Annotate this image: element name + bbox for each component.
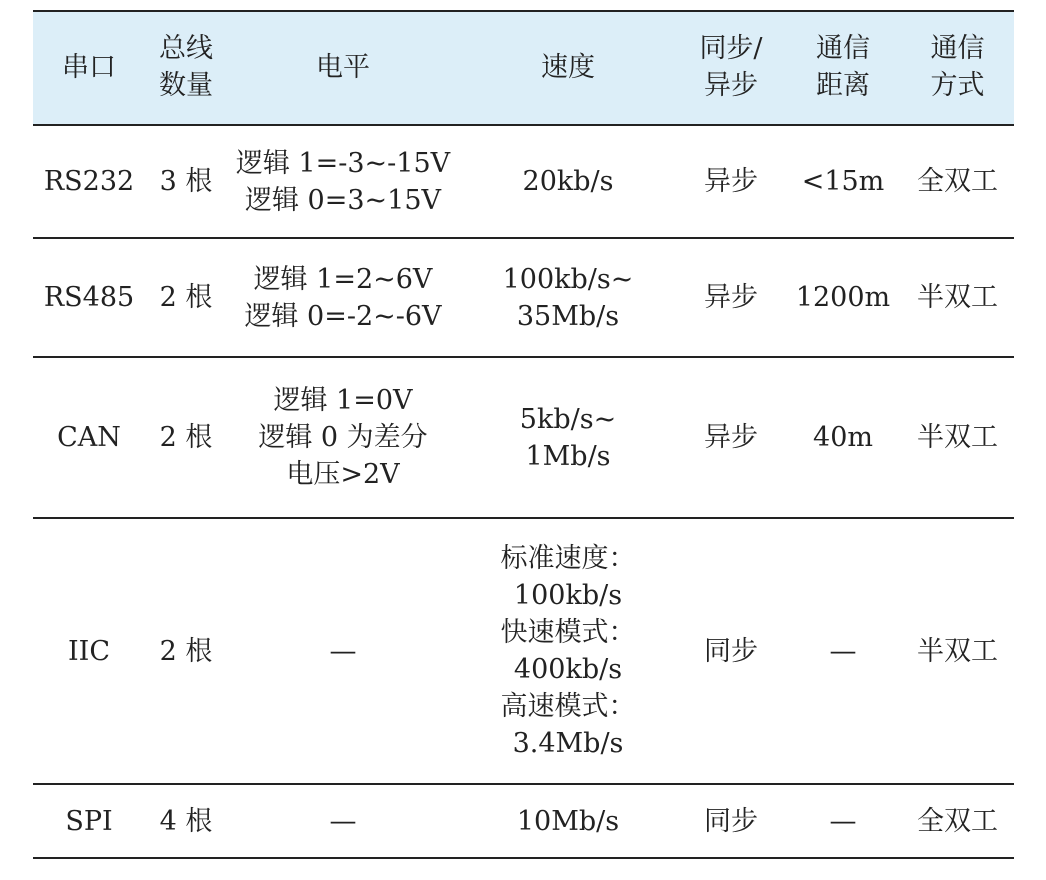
table-top-rule — [33, 10, 1014, 12]
cell-line: RS232 — [43, 166, 135, 197]
cell-speed — [459, 125, 677, 238]
cell-line: 40m — [813, 422, 873, 453]
cell-sync — [677, 238, 785, 357]
cell-port — [33, 784, 145, 858]
header-level — [227, 10, 459, 125]
cell-line: 半双工 — [917, 282, 998, 313]
cell-sync — [677, 518, 785, 784]
cell-line: 2 根 — [159, 422, 213, 453]
cell-level — [227, 238, 459, 357]
cell-line: — — [329, 635, 357, 667]
cell-line: 逻辑 1=0V — [273, 385, 413, 416]
table-row-rs232 — [33, 125, 1014, 238]
cell-line: 异步 — [704, 422, 758, 453]
cell-line: SPI — [65, 805, 113, 837]
header-row — [33, 10, 1014, 125]
cell-line: 逻辑 1=2~6V — [253, 263, 433, 295]
header-line: 串口 — [62, 51, 116, 83]
cell-line: 半双工 — [917, 422, 998, 453]
cell-line: 5kb/s~ — [519, 403, 617, 435]
header-line: 异步 — [704, 70, 758, 101]
table-row-spi — [33, 784, 1014, 858]
cell-mode — [901, 125, 1014, 238]
header-mode — [901, 10, 1014, 125]
cell-port — [33, 125, 145, 238]
cell-line: 异步 — [704, 282, 758, 313]
cell-distance — [785, 518, 901, 784]
cell-speed — [459, 238, 677, 357]
cell-line: 2 根 — [159, 635, 213, 667]
table-row-can — [33, 357, 1014, 518]
table-row-iic — [33, 518, 1014, 784]
header-line: 总线 — [159, 33, 213, 64]
comparison-table-wrapper — [33, 10, 1014, 859]
cell-port — [33, 518, 145, 784]
cell-line: 全双工 — [917, 805, 998, 837]
cell-bus-count — [145, 784, 227, 858]
cell-line: 2 根 — [159, 282, 213, 313]
cell-line: 35Mb/s — [516, 300, 620, 332]
cell-distance — [785, 784, 901, 858]
cell-level — [227, 357, 459, 518]
cell-speed — [459, 784, 677, 858]
cell-bus-count — [145, 357, 227, 518]
cell-line: 4 根 — [159, 805, 213, 837]
cell-line: 全双工 — [917, 166, 998, 197]
cell-distance — [785, 125, 901, 238]
serial-interface-comparison-table — [33, 10, 1014, 859]
cell-speed — [459, 518, 677, 784]
cell-line: 1200m — [795, 282, 891, 313]
cell-line: 逻辑 0=-2~-6V — [244, 300, 442, 332]
cell-sync — [677, 357, 785, 518]
cell-line: 100kb/s — [513, 580, 623, 611]
cell-line: 标准速度： — [500, 543, 636, 574]
cell-speed — [459, 357, 677, 518]
cell-line: 同步 — [704, 805, 758, 837]
cell-line: CAN — [57, 422, 121, 453]
header-line: 速度 — [541, 51, 595, 83]
cell-line: 同步 — [704, 635, 758, 667]
table-row-rs485 — [33, 238, 1014, 357]
cell-sync — [677, 125, 785, 238]
cell-bus-count — [145, 518, 227, 784]
cell-line: 3.4Mb/s — [512, 728, 624, 759]
cell-mode — [901, 238, 1014, 357]
cell-line: 逻辑 1=-3~-15V — [235, 147, 451, 179]
cell-mode — [901, 784, 1014, 858]
header-line: 方式 — [930, 70, 985, 101]
cell-line: 半双工 — [917, 635, 998, 667]
header-line: 距离 — [816, 70, 870, 101]
header-port — [33, 10, 145, 125]
cell-mode — [901, 357, 1014, 518]
header-line: 通信 — [816, 33, 870, 64]
cell-line: 逻辑 0 为差分 — [258, 422, 428, 453]
header-speed — [459, 10, 677, 125]
cell-line: 快速模式： — [500, 617, 636, 648]
cell-mode — [901, 518, 1014, 784]
header-sync — [677, 10, 785, 125]
cell-line: <15m — [801, 166, 885, 197]
cell-line: RS485 — [43, 282, 135, 313]
cell-line: 100kb/s~ — [502, 263, 634, 295]
cell-level — [227, 125, 459, 238]
cell-level — [227, 518, 459, 784]
cell-line: 3 根 — [159, 166, 213, 197]
cell-distance — [785, 357, 901, 518]
cell-line: IIC — [68, 635, 110, 667]
cell-line: 逻辑 0=3~15V — [244, 184, 442, 216]
header-distance — [785, 10, 901, 125]
cell-line: 20kb/s — [522, 166, 614, 197]
cell-line: 10Mb/s — [516, 805, 620, 837]
header-bus-count — [145, 10, 227, 125]
header-line: 数量 — [159, 70, 213, 101]
table-header — [33, 10, 1014, 125]
header-line: 通信 — [930, 33, 985, 64]
cell-line: 异步 — [704, 166, 758, 197]
cell-bus-count — [145, 238, 227, 357]
cell-line: 1Mb/s — [525, 440, 611, 472]
cell-sync — [677, 784, 785, 858]
table-body — [33, 125, 1014, 858]
cell-line: 电压>2V — [286, 459, 400, 490]
cell-line: — — [829, 635, 857, 667]
cell-distance — [785, 238, 901, 357]
cell-port — [33, 238, 145, 357]
cell-line: 高速模式： — [500, 691, 636, 722]
cell-level — [227, 784, 459, 858]
cell-line: — — [829, 805, 857, 837]
cell-bus-count — [145, 125, 227, 238]
cell-line: — — [329, 805, 357, 837]
cell-port — [33, 357, 145, 518]
header-line: 同步/ — [699, 33, 763, 64]
cell-line: 400kb/s — [513, 654, 623, 685]
header-line: 电平 — [316, 51, 370, 83]
